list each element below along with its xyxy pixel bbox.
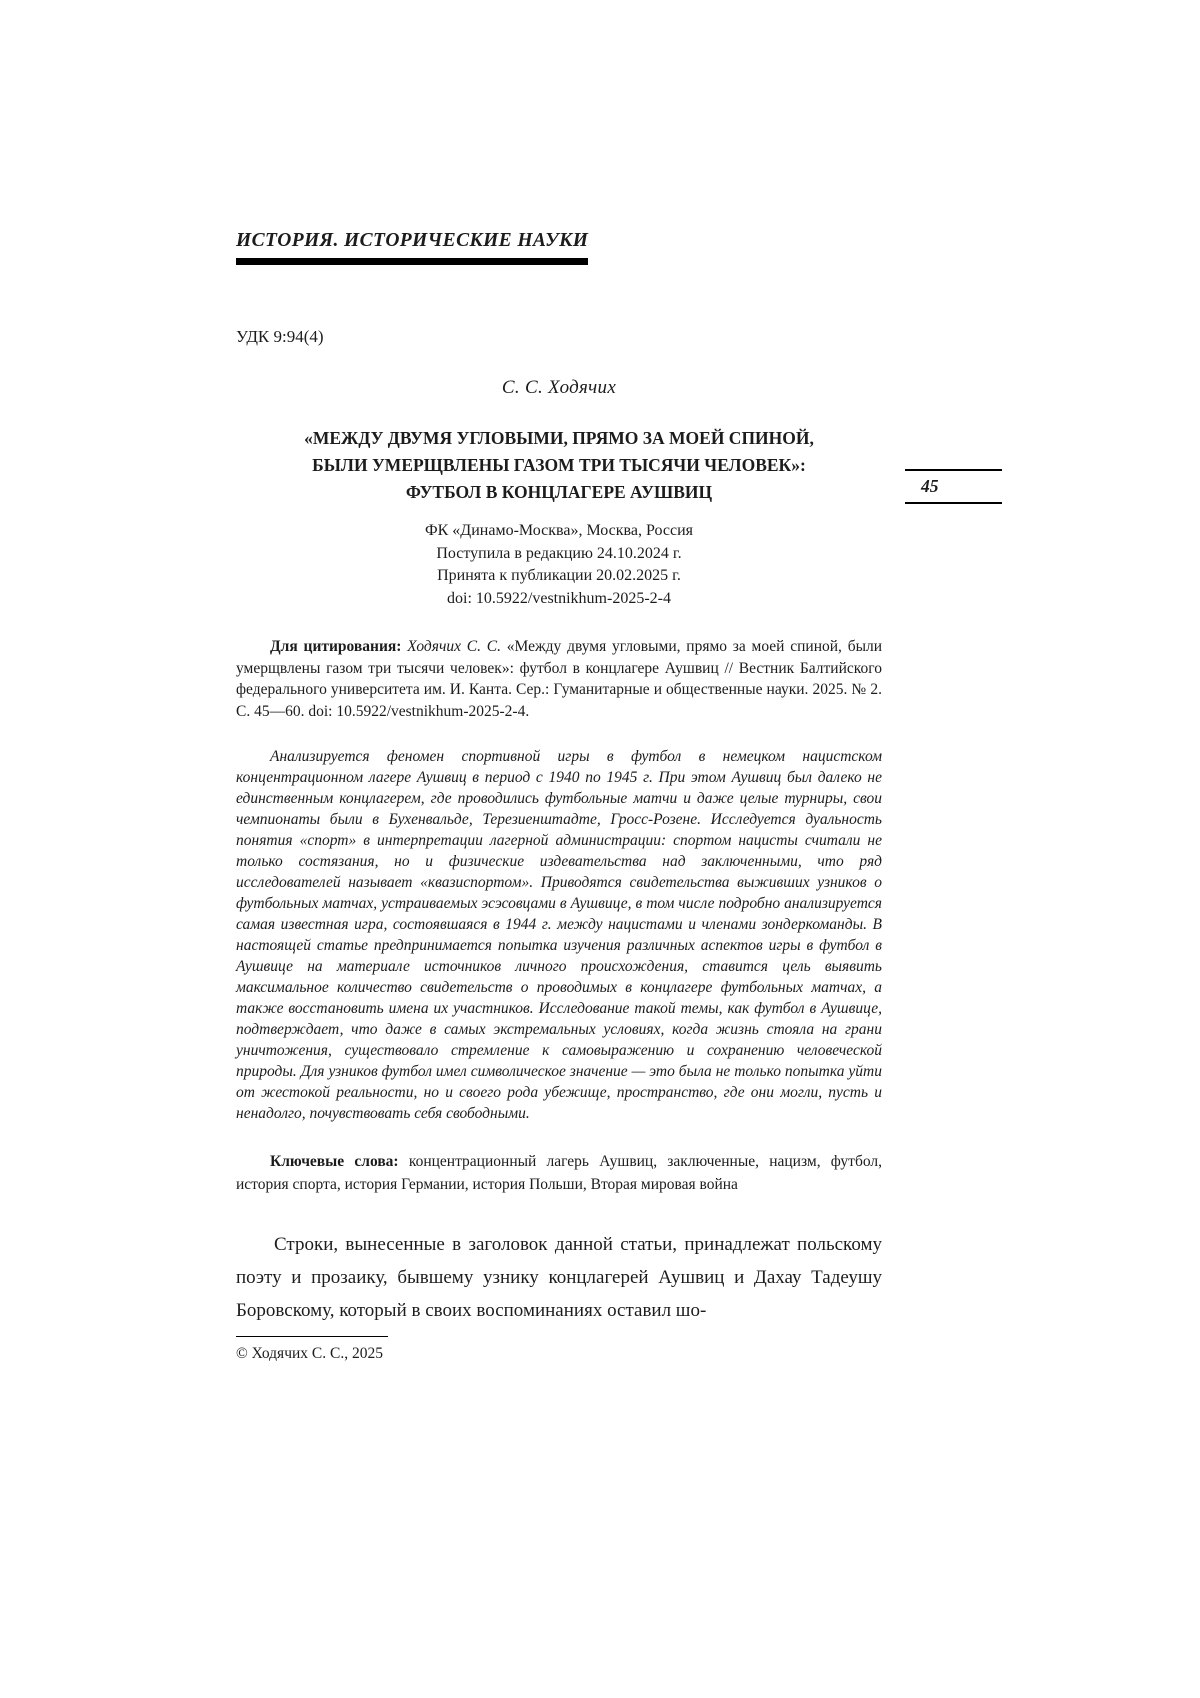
keywords-label: Ключевые слова: <box>270 1153 399 1170</box>
keywords-text: концентрационный лагерь Аушвиц, заключенные, нацизм, футбол, история спорта, история Германии, история Польши, Вторая мировая война <box>236 1153 882 1193</box>
abstract-paragraph: Анализируется феномен спортивной игры в футбол в немецком нацистском концентрационном лагере Аушвиц в период с 1940 по 1945 г. При этом Аушвиц был далеко не единственным концлагерем, где проводились футбольные матчи и даже целые турниры, свои чемпионаты были в Бухенвальде, Терезиенштадте, Гросс-Розене. Исследуется дуальность понятия «спорт» в интерпретации лагерной администрации: спортом нацисты считали не только состязания, но и физические издевательства над заключенными, что ряд исследователей называет «квазиспортом». Приводятся свидетельства выживших узников о футбольных матчах, устраиваемых эсэсовцами в Аушвице, в том числе подробно анализируется самая известная игра, состоявшаяся в 1944 г. между нацистами и членами зондеркоманды. В настоящей статье предпринимается попытка изучения различных аспектов игры в футбол в Аушвице на материале источников личного происхождения, ставится цель выявить максимальное количество свидетельств о проводимых в концлагере футбольных матчах, а также восстановить имена их участников. Исследование такой темы, как футбол в Аушвице, подтверждает, что даже в самых экстремальных условиях, когда жизнь стояла на грани уничтожения, существовало стремление к самовыражению и сохранению человеческой природы. Для узников футбол имел символическое значение — это была не только попытка уйти от жестокой реальности, но и своего рода убежище, пространство, где они могли, пусть и ненадолго, почувствовать себя свободными. <box>236 748 882 1122</box>
citation-author: Ходячих С. С. <box>407 638 501 655</box>
doi: doi: 10.5922/vestnikhum-2025-2-4 <box>447 589 671 607</box>
footnote-rule <box>236 1336 388 1337</box>
copyright-line: © Ходячих С. С., 2025 <box>236 1345 383 1362</box>
keywords-paragraph <box>236 1150 882 1196</box>
accepted-date: Принята к публикации 20.02.2025 г. <box>437 567 681 584</box>
citation-paragraph <box>236 636 882 722</box>
article-title-line1: «МЕЖДУ ДВУМЯ УГЛОВЫМИ, ПРЯМО ЗА МОЕЙ СПИНОЙ, <box>304 428 814 448</box>
page-content <box>236 230 882 1327</box>
affiliation: ФК «Динамо-Москва», Москва, Россия <box>424 522 694 539</box>
citation-text: «Между двумя угловыми, прямо за моей спиной, были умерщвлены газом три тысячи человек»: футбол в концлагере Аушвиц // Вестник Балтийского федерального университета им. И. Канта. Сер.: Гуманитарные и общественные науки. 2025. № 2. С. 45—60. doi: 10.5922/vestnikhum-2025-2-4. <box>236 638 883 720</box>
article-title-line3: ФУТБОЛ В КОНЦЛАГЕРЕ АУШВИЦ <box>405 482 713 502</box>
footnote-block <box>236 1336 882 1363</box>
article-title <box>236 425 882 506</box>
article-author: С. С. Ходячих <box>501 377 617 398</box>
udc-code: УДК 9:94(4) <box>236 327 324 346</box>
article-meta <box>236 520 882 610</box>
article-title-line2: БЫЛИ УМЕРЩВЛЕНЫ ГАЗОМ ТРИ ТЫСЯЧИ ЧЕЛОВЕК»: <box>312 455 806 475</box>
page-number: 45 <box>905 469 1002 504</box>
body-paragraph: Строки, вынесенные в заголовок данной статьи, принадлежат польскому поэту и прозаику, бывшему узнику концлагерей Аушвиц и Дахау Тадеушу Боровскому, который в своих воспоминаниях оставил шо- <box>236 1234 882 1321</box>
received-date: Поступила в редакцию 24.10.2024 г. <box>436 544 682 562</box>
section-header: ИСТОРИЯ. ИСТОРИЧЕСКИЕ НАУКИ <box>236 230 588 265</box>
citation-label: Для цитирования: <box>270 638 402 655</box>
